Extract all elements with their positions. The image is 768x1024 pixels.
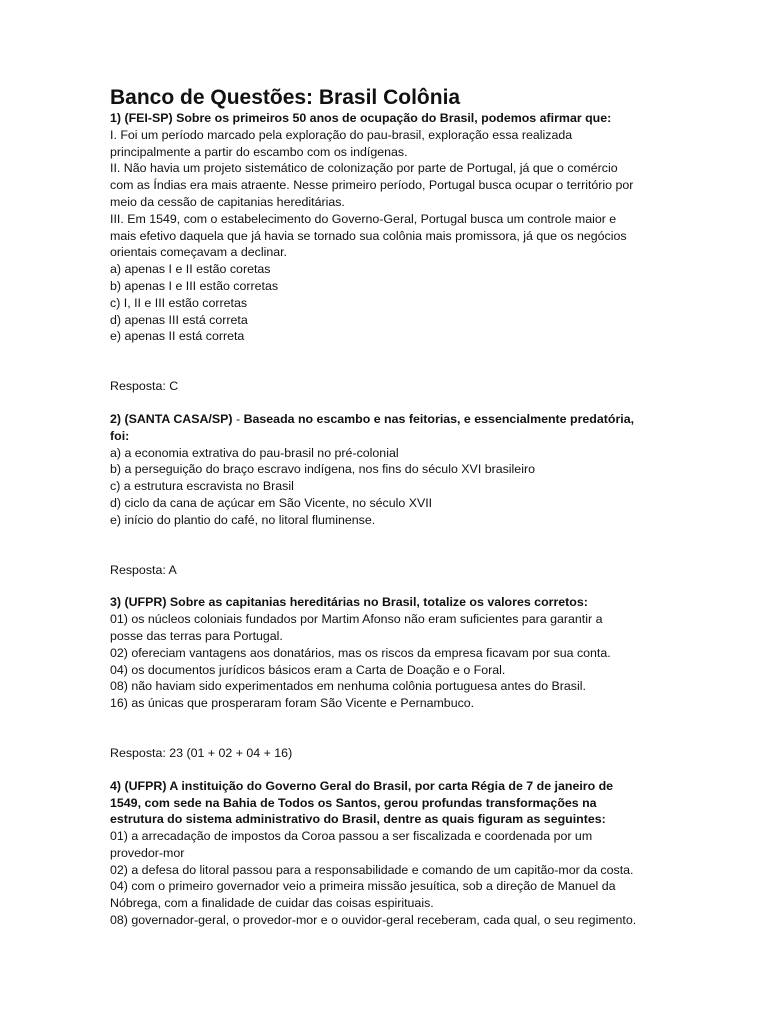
- question-3-answer: Resposta: 23 (01 + 02 + 04 + 16): [110, 745, 293, 760]
- question-3-item-01-cont: posse das terras para Portugal.: [110, 628, 283, 643]
- question-2: [110, 411, 660, 529]
- question-1-option-e: e) apenas II está correta: [110, 329, 245, 344]
- question-2-option-b: b) a perseguição do braço escravo indígena, nos fins do século XVI brasileiro: [110, 462, 535, 477]
- question-1-line: meio da cessão de capitanias hereditárias.: [110, 194, 345, 209]
- question-3-item-01: 01) os núcleos coloniais fundados por Martim Afonso não eram suficientes para garantir a: [110, 612, 603, 627]
- question-4-item-04: 04) com o primeiro governador veio a primeira missão jesuítica, sob a direção de Manuel da: [110, 879, 616, 894]
- question-1-option-a: a) apenas I e II estão coretas: [110, 262, 271, 277]
- question-1-line: I. Foi um período marcado pela exploração do pau-brasil, exploração essa realizada: [110, 127, 573, 142]
- question-4-statement: 4) (UFPR) A instituição do Governo Geral do Brasil, por carta Régia de 7 de janeiro de: [110, 778, 614, 793]
- question-3-item-04: 04) os documentos jurídicos básicos eram a Carta de Doação e o Foral.: [110, 662, 506, 677]
- question-1-option-d: d) apenas III está correta: [110, 312, 248, 327]
- question-3-item-02: 02) ofereciam vantagens aos donatários, mas os riscos da empresa ficavam por sua conta.: [110, 645, 611, 660]
- page-title: Banco de Questões: Brasil Colônia: [110, 86, 461, 109]
- document-page: [110, 86, 660, 929]
- question-3-item-08: 08) não haviam sido experimentados em nenhuma colônia portuguesa antes do Brasil.: [110, 679, 586, 694]
- question-2-statement-end: foi:: [110, 428, 130, 443]
- question-1-line: orientais começavam a declinar.: [110, 245, 287, 260]
- question-4-item-08: 08) governador-geral, o provedor-mor e o ouvidor-geral receberam, cada qual, o seu regimento.: [110, 913, 637, 928]
- question-4-statement: estrutura do sistema administrativo do Brasil, dentre as quais figuram as seguintes:: [110, 812, 606, 827]
- question-1-option-b: b) apenas I e III estão corretas: [110, 278, 279, 293]
- question-1-line: principalmente a partir do escambo com os indígenas.: [110, 144, 408, 159]
- question-2-statement-text: Baseada no escambo e nas feitorias, e essencialmente predatória,: [243, 411, 635, 426]
- question-2-statement: [110, 411, 660, 428]
- question-3-item-16: 16) as únicas que prosperaram foram São Vicente e Pernambuco.: [110, 696, 475, 711]
- question-4-item-04-cont: Nóbrega, com a finalidade de cuidar das coisas espirituais.: [110, 896, 434, 911]
- question-1-line: mais efetivo daquela que já havia se tornado sua colônia mais promissora, já que os negócios: [110, 228, 627, 243]
- question-1-line: III. Em 1549, com o estabelecimento do Governo-Geral, Portugal busca um controle maior e: [110, 211, 617, 226]
- question-3-statement: 3) (UFPR) Sobre as capitanias hereditárias no Brasil, totalize os valores corretos:: [110, 595, 588, 610]
- question-2-option-e: e) início do plantio do café, no litoral fluminense.: [110, 512, 376, 527]
- question-3: [110, 594, 660, 712]
- question-1-line: com as Índias era mais atraente. Nesse primeiro período, Portugal busca ocupar o território por: [110, 178, 634, 193]
- question-2-option-a: a) a economia extrativa do pau-brasil no pré-colonial: [110, 445, 399, 460]
- question-2-answer: Resposta: A: [110, 562, 177, 577]
- question-2-dash: -: [232, 411, 244, 426]
- question-4-item-02: 02) a defesa do litoral passou para a responsabilidade e comando de um capitão-mor da costa.: [110, 862, 634, 877]
- question-4-item-01: 01) a arrecadação de impostos da Coroa passou a ser fiscalizada e coordenada por um: [110, 829, 593, 844]
- question-1: [110, 110, 660, 345]
- question-1-option-c: c) I, II e III estão corretas: [110, 295, 248, 310]
- question-1-statement: 1) (FEI-SP) Sobre os primeiros 50 anos de ocupação do Brasil, podemos afirmar que:: [110, 111, 612, 125]
- question-2-source: 2) (SANTA CASA/SP): [110, 411, 233, 426]
- question-4-statement: 1549, com sede na Bahia de Todos os Santos, gerou profundas transformações na: [110, 795, 597, 810]
- question-1-line: II. Não havia um projeto sistemático de colonização por parte de Portugal, já que o comércio: [110, 161, 618, 176]
- question-4-item-01-cont: provedor-mor: [110, 845, 185, 860]
- question-1-answer: Resposta: C: [110, 379, 179, 394]
- question-2-option-c: c) a estrutura escravista no Brasil: [110, 479, 294, 494]
- question-2-option-d: d) ciclo da cana de açúcar em São Vicente, no século XVII: [110, 495, 433, 510]
- question-4: [110, 778, 660, 929]
